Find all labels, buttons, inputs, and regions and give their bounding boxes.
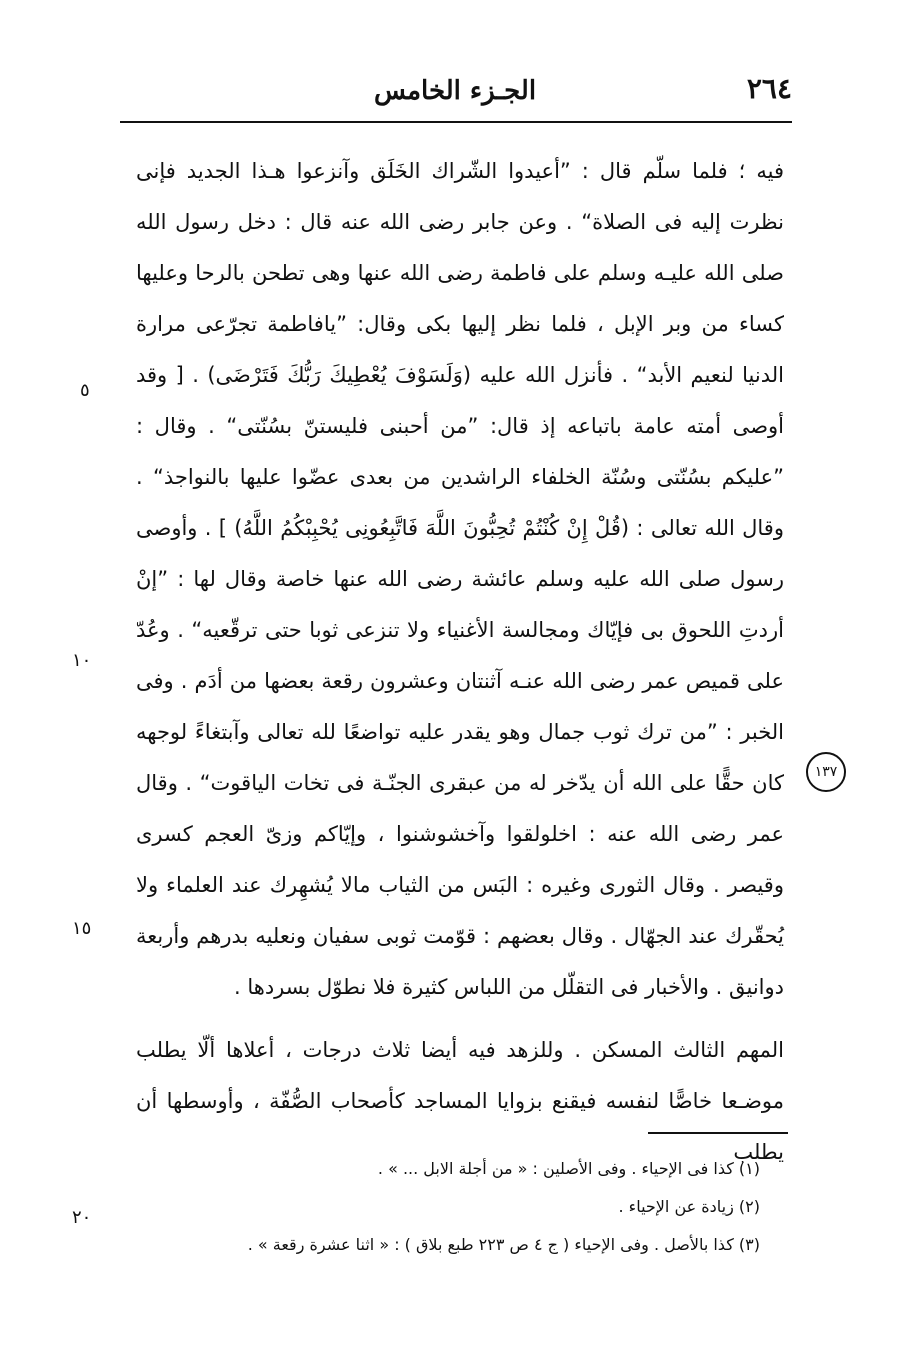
header-rule <box>120 121 792 123</box>
footnote-rule <box>648 1132 788 1134</box>
line-number-15: ١٥ <box>72 918 92 939</box>
body-text <box>136 146 784 1178</box>
footnotes <box>160 1150 760 1264</box>
paragraph-2: المهم الثالث المسكن . وللزهد فيه أيضا ثلاث درجات ، أعلاها ألّا يطلب موضـعا خاصًّا لنفسه فيقنع بزوايا المساجد كأصحاب الصُّفّة ، وأوسطها أن يطلب <box>136 1038 784 1164</box>
running-header-title: الجـزء الخامس <box>373 76 537 106</box>
line-number-20: ٢٠ <box>72 1207 92 1228</box>
line-number-10: ١٠ <box>72 650 92 671</box>
line-number-5: ٥ <box>80 380 90 401</box>
page-number: ٢٦٤ <box>746 72 792 105</box>
paragraph-1: فيه ؛ فلما سلّم قال : ”أعيدوا الشّراك الخَلَق وآنزعوا هـذا الجديد فإنى نظرت إليه فى الصلاة“ . وعن جابر رضى الله عنه قال : دخل رسول الله صلى الله عليـه وسلم على فاطمة رضى الله عنها وهى تطحن بالرحا وعليها كساء من وبر الإبل ، فلما نظر إليها بكى وقال: ”يافاطمة تجرّعى مرارة الدنيا لنعيم الأبد“ . فأنزل الله عليه (وَلَسَوْفَ يُعْطِيكَ رَبُّكَ فَتَرْضَى) . [ وقد أوصى أمته عامة باتباعه إذ قال: ”من أحبنى فليستنّ بسُنّتى“ . وقال : ”عليكم بسُنّتى وسُنّة الخلفاء الراشدين من بعدى عضّوا عليها بالنواجذ“ . وقال الله تعالى : (قُلْ إِنْ كُنْتُمْ تُحِبُّونَ اللَّهَ فَاتَّبِعُونِى يُحْبِبْكُمُ اللَّهُ) ] . وأوصى رسول صلى الله عليه وسلم عائشة رضى الله عنها خاصة وقال لها : ”إنْ أردتِ اللحوق بى فإيّاك ومجالسة الأغنياء ولا تنزعى ثوبا حتى ترقّعيه“ . وعُدّ على قميص عمر رضى الله عنـه آثنتان وعشرون رقعة بعضها من أدَم . وفى الخبر : ”من ترك ثوب جمال وهو يقدر عليه تواضعًا لله تعالى وآبتغاءً لوجهه كان حقًّا على الله أن يدّخر له من عبقرى الجنّـة فى تخات الياقوت“ . وقال عمر رضى الله عنه : اخلولقوا وآخشوشنوا ، وإيّاكم وزىّ العجم كسرى وقيصر . وقال الثورى وغيره : البَس من الثياب مالا يُشهِرك عند العلماء ولا يُحقّرك عند الجهّال . وقال بعضهم : قوّمت ثوبى سفيان ونعليه بدرهم وأربعة دوانيق . والأخبار فى التقلّل من اللباس كثيرة فلا نطوّل بسردها . <box>136 159 784 999</box>
footnote-2: (٢) زيادة عن الإحياء . <box>618 1197 760 1216</box>
footnote-3: (٣) كذا بالأصل . وفى الإحياء ( ج ٤ ص ٢٢٣ طبع بلاق ) : « اثنا عشرة رقعة » . <box>247 1235 760 1254</box>
margin-reference-mark: ١٣٧ <box>806 752 846 792</box>
footnote-1: (١) كذا فى الإحياء . وفى الأصلين : « من أجلة الابل ... » . <box>377 1159 760 1178</box>
